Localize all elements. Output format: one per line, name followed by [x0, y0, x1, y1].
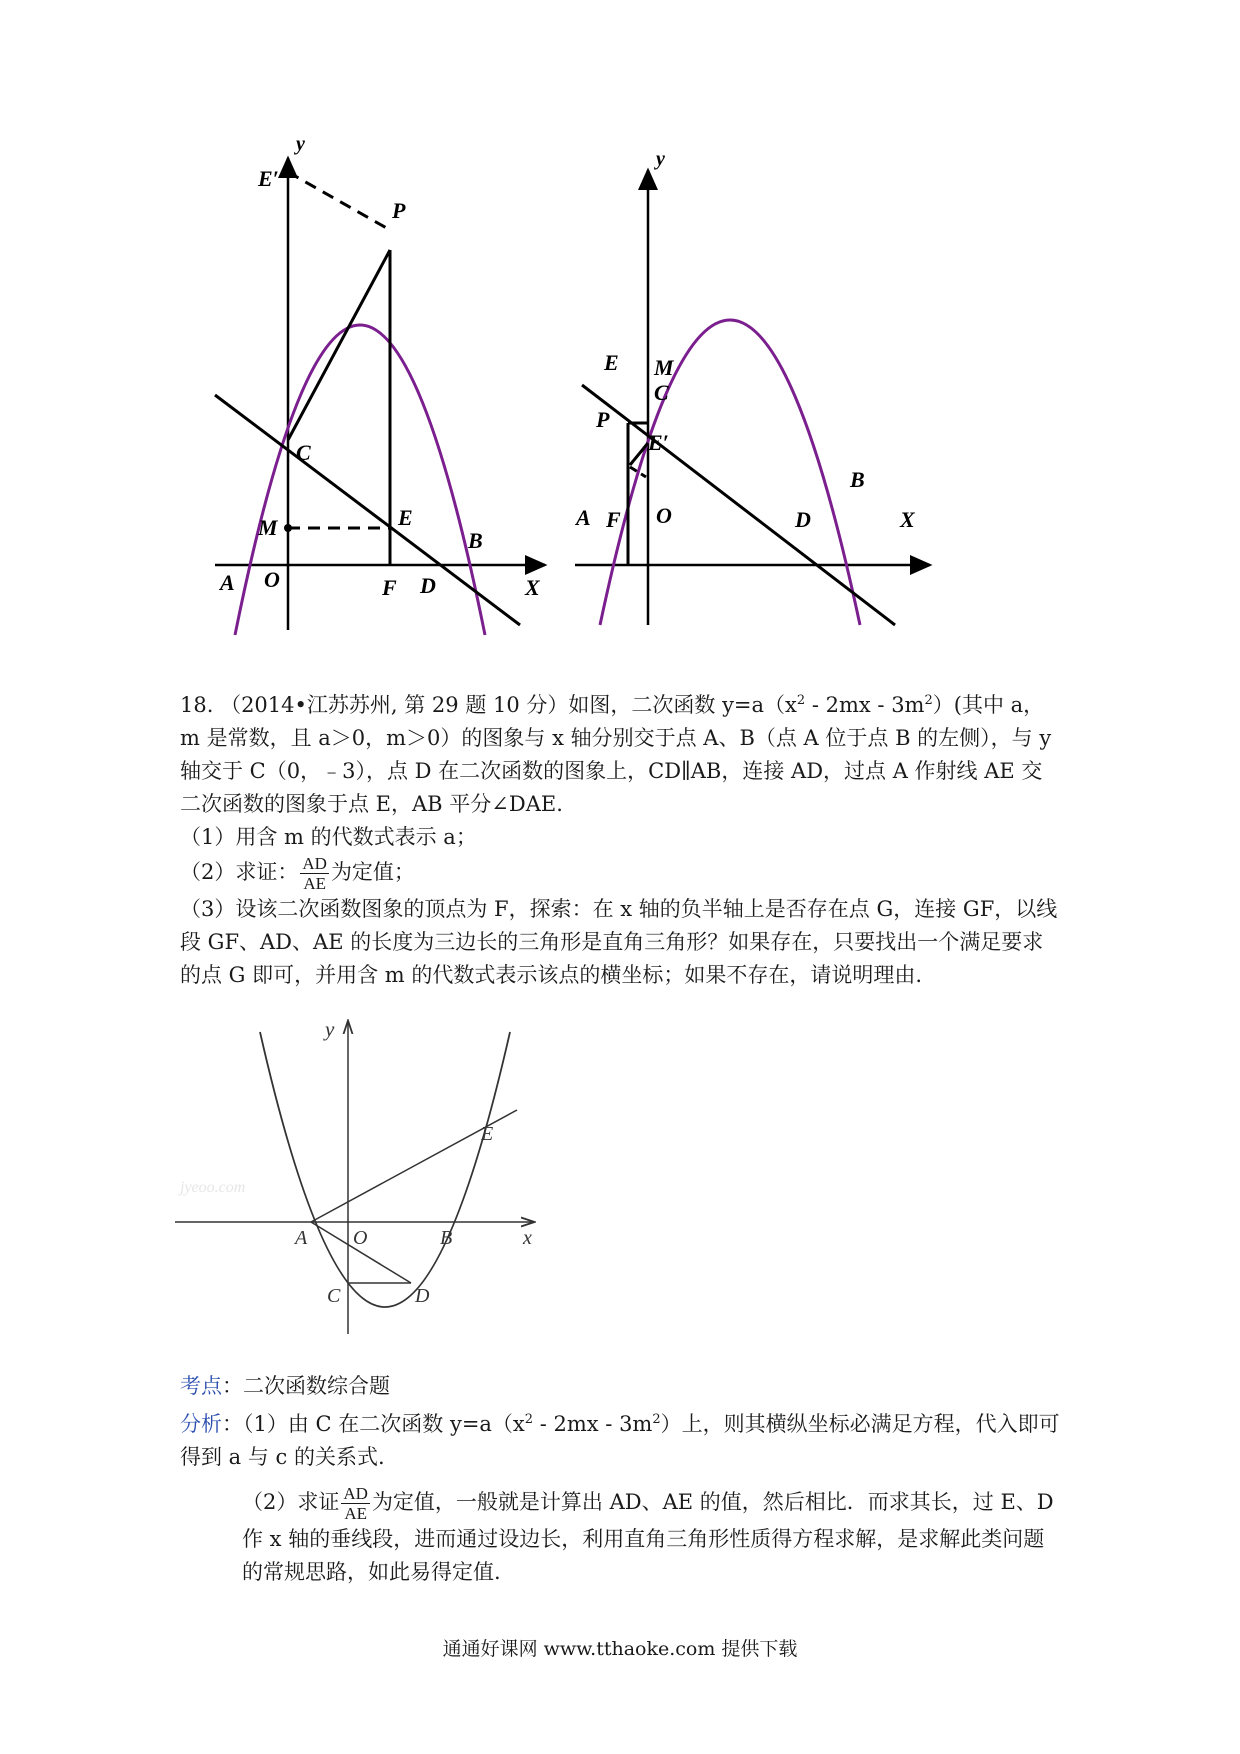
- label-e-prime: E′: [648, 430, 669, 455]
- label-o: O: [656, 503, 672, 528]
- figure-problem: [175, 1012, 545, 1342]
- superscript: 2: [524, 1412, 534, 1427]
- label-e: E: [398, 505, 413, 530]
- label-e: E: [604, 350, 619, 375]
- label-c: C: [296, 440, 311, 465]
- statement-part-1: 18. （2014•江苏苏州, 第 29 题 10 分）如图，二次函数 y=a（x: [180, 693, 797, 717]
- label-d: D: [415, 1285, 430, 1307]
- parabola: [260, 1032, 510, 1307]
- fenxi-2: [180, 1484, 1060, 1589]
- label-o: O: [264, 567, 280, 592]
- label-c: C: [327, 1285, 341, 1307]
- fenxi-1: [180, 1403, 1060, 1474]
- segment-pc: [288, 250, 390, 440]
- label-f: F: [606, 507, 621, 532]
- q2-suffix: 为定值；: [330, 860, 415, 884]
- denominator: AE: [344, 1504, 367, 1523]
- superscript: 2: [652, 1412, 661, 1427]
- label-f: F: [382, 575, 397, 600]
- fenxi-1-part-3: ）上，则其横纵坐标必满足方程，代入即可得到 a 与 c 的关系式.: [180, 1412, 1060, 1469]
- label-p: P: [392, 198, 406, 223]
- label-b: B: [850, 467, 865, 492]
- figure-left: [200, 133, 560, 640]
- numerator: AD: [302, 854, 327, 873]
- label-m: M: [654, 355, 674, 380]
- label-o: O: [353, 1227, 368, 1249]
- label-e-prime: E′: [258, 166, 279, 191]
- label-e: E: [481, 1123, 494, 1145]
- label-a: A: [295, 1227, 308, 1249]
- kaodian-label: 考点: [180, 1374, 222, 1398]
- label-x: X: [525, 575, 540, 600]
- label-a: A: [220, 570, 235, 595]
- q2-prefix: （2）求证：: [180, 860, 299, 884]
- label-d: D: [420, 573, 436, 598]
- superscript: 2: [924, 693, 933, 708]
- fraction-ad-ae: [300, 854, 329, 893]
- label-b: B: [440, 1227, 453, 1249]
- dashed-e-prime-p: [288, 172, 390, 230]
- question-3: （3）设该二次函数图象的顶点为 F，探索：在 x 轴的负半轴上是否存在点 G，连接 GF，以线段 GF、AD、AE 的长度为三边长的三角形是直角三角形？如果存在，只要找出一个满足要求的点 G 即可，并用含 m 的代数式表示该点的横坐标；如果不存在，请说明理由.: [180, 897, 1058, 987]
- kaodian-text: ：二次函数综合题: [222, 1374, 390, 1398]
- problem-statement: [180, 684, 1060, 821]
- parabola: [600, 320, 860, 625]
- label-y: y: [656, 148, 665, 170]
- figure-right: [560, 148, 940, 640]
- label-x: X: [900, 507, 915, 532]
- problem-text: [180, 684, 1060, 992]
- point-e-prime: [284, 168, 292, 176]
- label-x: x: [523, 1227, 532, 1249]
- denominator: AE: [303, 874, 326, 893]
- label-b: B: [468, 528, 483, 553]
- fenxi-2-prefix: （2）求证: [242, 1490, 340, 1514]
- label-p: P: [596, 407, 610, 432]
- fraction-ad-ae: [341, 1484, 370, 1523]
- numerator: AD: [343, 1484, 368, 1503]
- fenxi-1-part-2: - 2mx - 3m: [533, 1412, 653, 1436]
- point-m: [284, 524, 292, 532]
- watermark: jyeoo.com: [180, 1179, 246, 1196]
- label-a: A: [576, 505, 591, 530]
- statement-part-3: ）(其中 a，m 是常数，且 a＞0，m＞0）的图象与 x 轴分别交于点 A、B（点 A 位于点 B 的左侧），与 y 轴交于 C（0，﹣3），点 D 在二次函数的图象上，CD∥AB，连接 AD，过点 A 作射线 AE 交二次函数的图象于点 E，AB 平分∠DAE.: [180, 693, 1052, 816]
- label-m: M: [258, 515, 278, 540]
- label-y: y: [325, 1017, 335, 1041]
- fenxi-label: 分析: [180, 1412, 222, 1436]
- superscript: 2: [796, 693, 806, 708]
- kaodian: [180, 1370, 1060, 1403]
- fenxi-2-text: 为定值，一般就是计算出 AD、AE 的值，然后相比．而求其长，过 E、D 作 x 轴的垂线段，进而通过设边长，利用直角三角形性质得方程求解，是求解此类问题的常规思路，如此易得定值.: [242, 1490, 1054, 1584]
- line-cd: [215, 395, 520, 625]
- question-2: [180, 854, 1060, 893]
- label-c: C: [654, 380, 669, 405]
- label-d: D: [795, 507, 811, 532]
- label-y: y: [296, 133, 305, 155]
- statement-part-2: - 2mx - 3m: [805, 693, 925, 717]
- fenxi-1-part-1: ：（1）由 C 在二次函数 y=a（x: [222, 1412, 525, 1436]
- analysis-section: [180, 1370, 1060, 1589]
- question-1: （1）用含 m 的代数式表示 a；: [180, 825, 477, 849]
- page-footer: 通通好课网 www.tthaoke.com 提供下载: [442, 1638, 798, 1660]
